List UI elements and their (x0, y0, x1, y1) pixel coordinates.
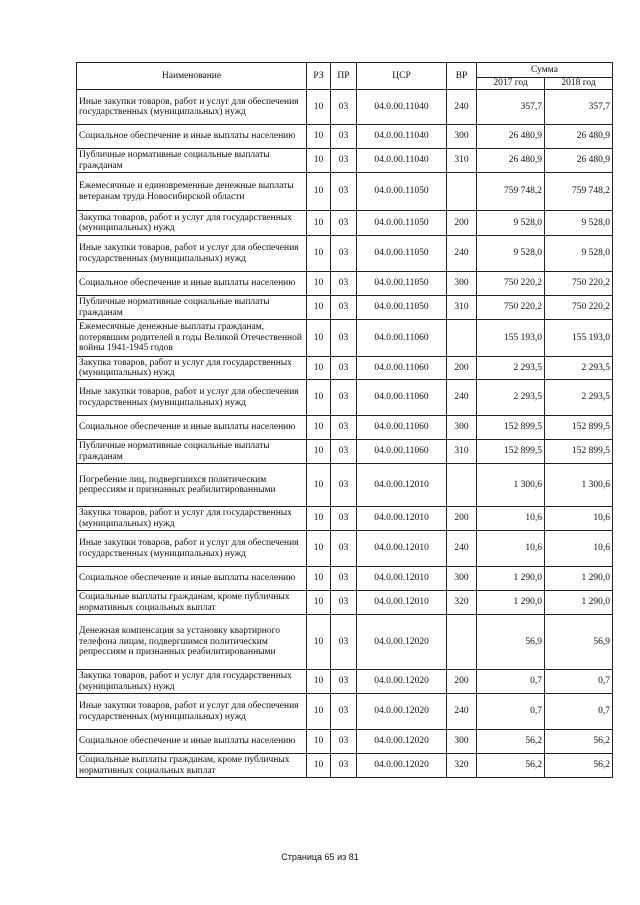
row-rz-cell: 10 (307, 380, 331, 416)
row-rz-cell: 10 (307, 591, 331, 615)
row-vr-cell: 200 (447, 507, 477, 531)
table-row (77, 754, 613, 778)
row-sum-2018-cell: 2 293,5 (545, 380, 613, 416)
row-rz-cell: 10 (307, 730, 331, 754)
row-vr-cell: 240 (447, 236, 477, 272)
row-name-cell: Публичные нормативные социальные выплаты гражданам (77, 440, 307, 464)
row-sum-2018-cell: 750 220,2 (545, 272, 613, 296)
row-rz-cell: 10 (307, 416, 331, 440)
row-sum-2017-cell: 0,7 (477, 670, 545, 694)
row-pr-cell: 03 (331, 90, 357, 125)
row-vr-cell: 200 (447, 670, 477, 694)
row-pr-cell: 03 (331, 149, 357, 173)
table-body (77, 90, 613, 778)
row-csr-cell: 04.0.00.11060 (357, 440, 447, 464)
row-sum-2018-cell: 152 899,5 (545, 416, 613, 440)
row-sum-2018-cell: 1 290,0 (545, 591, 613, 615)
row-name-cell: Иные закупки товаров, работ и услуг для обеспечения государственных (муниципальных) нужд (77, 694, 307, 730)
header-sum: Сумма (477, 63, 613, 78)
header-vr: ВР (447, 63, 477, 90)
row-name-cell: Закупка товаров, работ и услуг для государственных (муниципальных) нужд (77, 357, 307, 380)
table-row (77, 464, 613, 507)
row-vr-cell: 300 (447, 125, 477, 149)
row-sum-2017-cell: 56,9 (477, 615, 545, 670)
row-rz-cell: 10 (307, 320, 331, 357)
row-name-cell: Иные закупки товаров, работ и услуг для обеспечения государственных (муниципальных) нужд (77, 90, 307, 125)
row-vr-cell: 240 (447, 380, 477, 416)
row-sum-2017-cell: 1 300,6 (477, 464, 545, 507)
row-name-cell: Закупка товаров, работ и услуг для государственных (муниципальных) нужд (77, 211, 307, 236)
row-csr-cell: 04.0.00.11050 (357, 236, 447, 272)
row-vr-cell: 310 (447, 296, 477, 320)
row-name-cell: Социальные выплаты гражданам, кроме публичных нормативных социальных выплат (77, 591, 307, 615)
row-pr-cell: 03 (331, 173, 357, 211)
row-pr-cell: 03 (331, 670, 357, 694)
row-pr-cell: 03 (331, 730, 357, 754)
row-rz-cell: 10 (307, 173, 331, 211)
row-csr-cell: 04.0.00.12010 (357, 531, 447, 567)
row-sum-2018-cell: 26 480,9 (545, 125, 613, 149)
row-sum-2018-cell: 56,2 (545, 754, 613, 778)
table-row (77, 670, 613, 694)
row-csr-cell: 04.0.00.11050 (357, 296, 447, 320)
row-pr-cell: 03 (331, 615, 357, 670)
row-rz-cell: 10 (307, 694, 331, 730)
row-sum-2017-cell: 759 748,2 (477, 173, 545, 211)
row-csr-cell: 04.0.00.11050 (357, 272, 447, 296)
table-row (77, 320, 613, 357)
header-rz: РЗ (307, 63, 331, 90)
row-sum-2017-cell: 750 220,2 (477, 296, 545, 320)
row-rz-cell: 10 (307, 272, 331, 296)
header-year-2018: 2018 год (545, 78, 613, 90)
row-sum-2018-cell: 56,2 (545, 730, 613, 754)
row-vr-cell: 300 (447, 272, 477, 296)
row-pr-cell: 03 (331, 320, 357, 357)
table-row (77, 440, 613, 464)
table-row (77, 591, 613, 615)
row-pr-cell: 03 (331, 357, 357, 380)
row-vr-cell: 200 (447, 357, 477, 380)
row-sum-2017-cell: 0,7 (477, 694, 545, 730)
row-csr-cell: 04.0.00.12010 (357, 507, 447, 531)
row-rz-cell: 10 (307, 211, 331, 236)
row-csr-cell: 04.0.00.11060 (357, 320, 447, 357)
row-csr-cell: 04.0.00.11050 (357, 173, 447, 211)
row-rz-cell: 10 (307, 615, 331, 670)
row-vr-cell (447, 615, 477, 670)
row-name-cell: Закупка товаров, работ и услуг для государственных (муниципальных) нужд (77, 670, 307, 694)
row-name-cell: Иные закупки товаров, работ и услуг для обеспечения государственных (муниципальных) нужд (77, 531, 307, 567)
row-pr-cell: 03 (331, 236, 357, 272)
row-pr-cell: 03 (331, 591, 357, 615)
row-rz-cell: 10 (307, 531, 331, 567)
row-sum-2018-cell: 26 480,9 (545, 149, 613, 173)
row-sum-2018-cell: 10,6 (545, 507, 613, 531)
row-sum-2017-cell: 152 899,5 (477, 416, 545, 440)
row-name-cell: Социальное обеспечение и иные выплаты населению (77, 730, 307, 754)
row-csr-cell: 04.0.00.12010 (357, 464, 447, 507)
row-sum-2017-cell: 10,6 (477, 507, 545, 531)
row-sum-2018-cell: 0,7 (545, 670, 613, 694)
row-sum-2017-cell: 357,7 (477, 90, 545, 125)
row-name-cell: Ежемесячные денежные выплаты гражданам, потерявшим родителей в годы Великой Отечественной войны 1941-1945 годов (77, 320, 307, 357)
row-csr-cell: 04.0.00.12010 (357, 567, 447, 591)
row-name-cell: Социальное обеспечение и иные выплаты населению (77, 567, 307, 591)
row-sum-2018-cell: 152 899,5 (545, 440, 613, 464)
row-sum-2018-cell: 9 528,0 (545, 236, 613, 272)
row-pr-cell: 03 (331, 211, 357, 236)
table-row (77, 272, 613, 296)
row-sum-2017-cell: 1 290,0 (477, 591, 545, 615)
row-pr-cell: 03 (331, 464, 357, 507)
row-sum-2018-cell: 9 528,0 (545, 211, 613, 236)
table-row (77, 149, 613, 173)
row-name-cell: Социальное обеспечение и иные выплаты населению (77, 272, 307, 296)
row-pr-cell: 03 (331, 125, 357, 149)
table-row (77, 380, 613, 416)
row-vr-cell: 300 (447, 567, 477, 591)
table-row (77, 357, 613, 380)
row-sum-2017-cell: 2 293,5 (477, 380, 545, 416)
row-name-cell: Закупка товаров, работ и услуг для государственных (муниципальных) нужд (77, 507, 307, 531)
row-sum-2017-cell: 9 528,0 (477, 211, 545, 236)
row-name-cell: Иные закупки товаров, работ и услуг для обеспечения государственных (муниципальных) нужд (77, 236, 307, 272)
row-vr-cell (447, 173, 477, 211)
row-name-cell: Денежная компенсация за установку квартирного телефона лицам, подвергшимся политическим репрессиям и признанных реабилитированными (77, 615, 307, 670)
row-vr-cell: 240 (447, 90, 477, 125)
row-sum-2017-cell: 1 290,0 (477, 567, 545, 591)
row-csr-cell: 04.0.00.11040 (357, 149, 447, 173)
row-rz-cell: 10 (307, 567, 331, 591)
row-csr-cell: 04.0.00.12020 (357, 615, 447, 670)
row-vr-cell: 310 (447, 440, 477, 464)
row-rz-cell: 10 (307, 670, 331, 694)
row-pr-cell: 03 (331, 531, 357, 567)
row-csr-cell: 04.0.00.12010 (357, 591, 447, 615)
row-sum-2017-cell: 56,2 (477, 730, 545, 754)
row-pr-cell: 03 (331, 272, 357, 296)
table-row (77, 236, 613, 272)
row-csr-cell: 04.0.00.11060 (357, 416, 447, 440)
row-sum-2017-cell: 2 293,5 (477, 357, 545, 380)
row-vr-cell: 240 (447, 531, 477, 567)
budget-table (76, 62, 613, 778)
row-sum-2018-cell: 1 290,0 (545, 567, 613, 591)
row-sum-2017-cell: 750 220,2 (477, 272, 545, 296)
row-sum-2017-cell: 10,6 (477, 531, 545, 567)
row-sum-2017-cell: 26 480,9 (477, 125, 545, 149)
row-name-cell: Публичные нормативные социальные выплаты гражданам (77, 296, 307, 320)
table-row (77, 567, 613, 591)
row-sum-2018-cell: 357,7 (545, 90, 613, 125)
row-rz-cell: 10 (307, 236, 331, 272)
row-sum-2018-cell: 759 748,2 (545, 173, 613, 211)
row-vr-cell: 310 (447, 149, 477, 173)
row-vr-cell (447, 320, 477, 357)
table-row (77, 507, 613, 531)
page-footer: Страница 65 из 81 (281, 852, 359, 862)
row-pr-cell: 03 (331, 567, 357, 591)
row-rz-cell: 10 (307, 440, 331, 464)
row-sum-2018-cell: 56,9 (545, 615, 613, 670)
row-pr-cell: 03 (331, 507, 357, 531)
row-sum-2017-cell: 56,2 (477, 754, 545, 778)
row-csr-cell: 04.0.00.11060 (357, 357, 447, 380)
table-row (77, 125, 613, 149)
row-sum-2017-cell: 9 528,0 (477, 236, 545, 272)
row-name-cell: Ежемесячные и единовременные денежные выплаты ветеранам труда Новосибирской области (77, 173, 307, 211)
row-sum-2018-cell: 155 193,0 (545, 320, 613, 357)
table-row (77, 730, 613, 754)
header-year-2017: 2017 год (477, 78, 545, 90)
row-sum-2018-cell: 750 220,2 (545, 296, 613, 320)
row-sum-2018-cell: 0,7 (545, 694, 613, 730)
row-vr-cell (447, 464, 477, 507)
row-rz-cell: 10 (307, 149, 331, 173)
row-vr-cell: 300 (447, 416, 477, 440)
header-csr: ЦСР (357, 63, 447, 90)
row-pr-cell: 03 (331, 380, 357, 416)
row-csr-cell: 04.0.00.11040 (357, 125, 447, 149)
row-csr-cell: 04.0.00.12020 (357, 730, 447, 754)
row-pr-cell: 03 (331, 296, 357, 320)
row-name-cell: Публичные нормативные социальные выплаты гражданам (77, 149, 307, 173)
header-pr: ПР (331, 63, 357, 90)
row-pr-cell: 03 (331, 416, 357, 440)
row-sum-2017-cell: 26 480,9 (477, 149, 545, 173)
row-pr-cell: 03 (331, 694, 357, 730)
row-sum-2017-cell: 155 193,0 (477, 320, 545, 357)
row-csr-cell: 04.0.00.12020 (357, 670, 447, 694)
row-pr-cell: 03 (331, 440, 357, 464)
row-vr-cell: 320 (447, 591, 477, 615)
row-rz-cell: 10 (307, 464, 331, 507)
row-vr-cell: 300 (447, 730, 477, 754)
row-vr-cell: 200 (447, 211, 477, 236)
table-row (77, 90, 613, 125)
row-csr-cell: 04.0.00.11060 (357, 380, 447, 416)
row-name-cell: Социальные выплаты гражданам, кроме публичных нормативных социальных выплат (77, 754, 307, 778)
row-csr-cell: 04.0.00.11050 (357, 211, 447, 236)
row-pr-cell: 03 (331, 754, 357, 778)
table-row (77, 211, 613, 236)
row-name-cell: Социальное обеспечение и иные выплаты населению (77, 125, 307, 149)
row-csr-cell: 04.0.00.11040 (357, 90, 447, 125)
header-name: Наименование (77, 63, 307, 90)
row-sum-2018-cell: 10,6 (545, 531, 613, 567)
row-csr-cell: 04.0.00.12020 (357, 694, 447, 730)
table-row (77, 416, 613, 440)
table-row (77, 615, 613, 670)
table-row (77, 694, 613, 730)
row-csr-cell: 04.0.00.12020 (357, 754, 447, 778)
row-vr-cell: 240 (447, 694, 477, 730)
row-rz-cell: 10 (307, 296, 331, 320)
table-row (77, 296, 613, 320)
row-vr-cell: 320 (447, 754, 477, 778)
row-rz-cell: 10 (307, 357, 331, 380)
row-sum-2018-cell: 1 300,6 (545, 464, 613, 507)
row-sum-2017-cell: 152 899,5 (477, 440, 545, 464)
row-name-cell: Иные закупки товаров, работ и услуг для обеспечения государственных (муниципальных) нужд (77, 380, 307, 416)
table-row (77, 173, 613, 211)
row-name-cell: Социальное обеспечение и иные выплаты населению (77, 416, 307, 440)
row-rz-cell: 10 (307, 90, 331, 125)
row-sum-2018-cell: 2 293,5 (545, 357, 613, 380)
row-rz-cell: 10 (307, 125, 331, 149)
table-row (77, 531, 613, 567)
row-rz-cell: 10 (307, 507, 331, 531)
row-name-cell: Погребение лиц, подвергшихся политическим репрессиям и признанных реабилитированными (77, 464, 307, 507)
row-rz-cell: 10 (307, 754, 331, 778)
